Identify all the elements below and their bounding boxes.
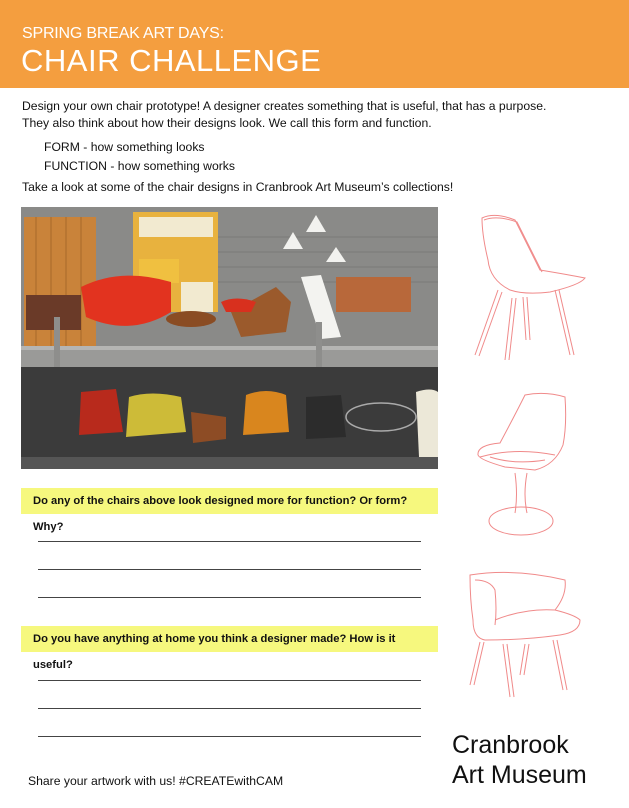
page-title: CHAIR CHALLENGE [21,43,322,78]
header-subtitle: SPRING BREAK ART DAYS: [22,25,224,42]
intro-line-2: They also think about how their designs look. We call this form and function. [22,116,432,130]
answer-line-1-3[interactable] [38,597,421,598]
header-banner [0,0,629,88]
definition-form: FORM - how something looks [44,140,205,154]
intro-text [22,98,622,132]
answer-line-2-1[interactable] [38,680,421,681]
answer-line-2-2[interactable] [38,708,421,709]
definition-function: FUNCTION - how something works [44,159,235,173]
collection-prompt: Take a look at some of the chair designs in Cranbrook Art Museum’s collections! [22,180,454,194]
question-2: Do you have anything at home you think a designer made? How is it useful? [21,626,438,652]
answer-line-2-3[interactable] [38,736,421,737]
armchair-sketch-icon [465,560,585,700]
answer-line-1-2[interactable] [38,569,421,570]
share-hashtag: Share your artwork with us! #CREATEwithCAM [28,774,284,788]
answer-line-1-1[interactable] [38,541,421,542]
shell-chair-sketch-icon [470,210,590,370]
logo-line-1: Cranbrook [452,731,569,759]
museum-logo [452,730,587,790]
logo-line-2: Art Museum [452,761,587,789]
question-1: Do any of the chairs above look designed more for function? Or form? Why? [21,488,438,514]
tulip-chair-sketch-icon [475,385,585,540]
chair-collection-photo [21,207,438,469]
intro-line-1: Design your own chair prototype! A designer creates something that is useful, that has a purpose. [22,99,547,113]
